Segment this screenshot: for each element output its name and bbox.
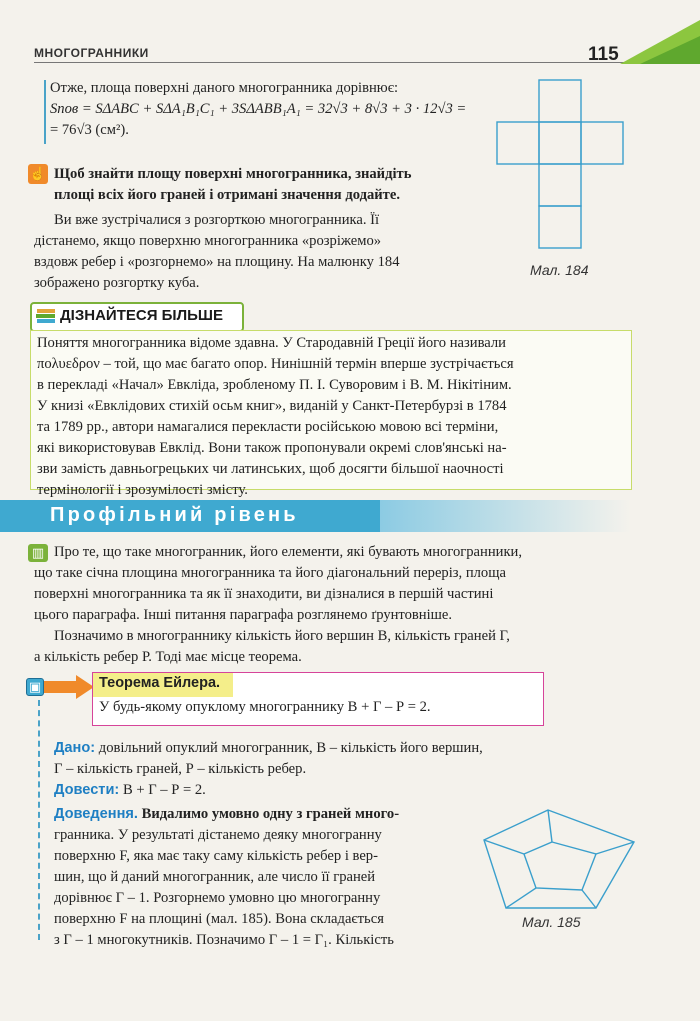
profile-level-bar	[0, 500, 380, 532]
formula-bar	[44, 80, 46, 144]
books-icon	[35, 306, 57, 326]
rule-text	[54, 164, 494, 206]
floppy-disk-icon: ▣	[26, 678, 44, 696]
open-book-icon: ▥	[28, 544, 48, 562]
profile-level-title: Профільний рівень	[50, 504, 299, 526]
profile-line: Про те, що таке многогранник, його елементи, які бувають многогранники,	[54, 544, 522, 560]
proof-line: гранника. У результаті дістанемо деяку многогранну	[54, 827, 382, 843]
learn-line: в перекладі «Начал» Евкліда, зробленому П. І. Суворовим і В. М. Нікітіним.	[37, 377, 512, 393]
learn-line: та 1789 рр., автори намагалися перекласти російською мовою всі терміни,	[37, 419, 499, 435]
given-line-1: Дано: довільний опуклий многогранник, В – кількість його вершин,	[54, 740, 483, 756]
arrow-right-icon	[44, 674, 94, 700]
proof-line: дорівнює Г – 1. Розгорнемо умовно цю многогранну	[54, 890, 381, 906]
learn-line: термінології і зрозумілості змісту.	[37, 482, 248, 498]
profile-paragraph	[34, 542, 630, 626]
theorem-box	[92, 672, 544, 726]
prove-block	[54, 780, 630, 801]
proof-line: поверхню F, яка має таку саму кількість ребер і вер-	[54, 848, 378, 864]
cube-net-figure	[495, 78, 625, 250]
learn-line: Поняття многогранника відоме здавна. У Стародавній Греції його називали	[37, 335, 506, 351]
figure-185-caption: Мал. 185	[522, 914, 581, 930]
learn-line: зви замість давньогрецьких чи латинських, щоб досягти більшої наочності	[37, 461, 504, 477]
learn-more-text	[37, 333, 625, 501]
theorem-title: Теорема Ейлера.	[99, 675, 221, 691]
theorem-statement: У будь-якому опуклому многограннику В + Г – Р = 2.	[99, 699, 431, 715]
profile-line: що таке січна площина многогранника та його діагональний переріз, площа	[34, 565, 506, 581]
intro-line: дістанемо, якщо поверхню многогранника «розріжемо»	[34, 233, 382, 249]
proof-line: шин, що й даний многогранник, але число її граней	[54, 869, 376, 885]
notation-paragraph	[34, 626, 630, 668]
header-rule	[34, 62, 624, 63]
page-number: 115	[588, 44, 619, 65]
learn-line: які використовував Евклід. Вони також пропонували окремі слов'янські на-	[37, 440, 507, 456]
proof-line: поверхню F на площині (мал. 185). Вона складається	[54, 911, 384, 927]
running-header: МНОГОГРАННИКИ	[34, 46, 149, 60]
profile-line: поверхні многогранника та як її знаходити, ви дізналися в першій частині	[34, 586, 494, 602]
learn-line: πολυεδρον – той, що має багато опор. Нинішній термін вперше зустрічається	[37, 356, 514, 372]
given-block	[54, 738, 630, 780]
proof-line-first: Доведення. Видалимо умовно одну з граней много-	[54, 806, 400, 822]
formula-line-2: Sпов = SΔABC + SΔA₁B₁C₁ + 3SΔABB₁A₁ = 32√3 + 8√3 + 3 · 12√3 =	[50, 101, 467, 117]
rule-line-2: площі всіх його граней і отримані значення додайте.	[54, 187, 400, 203]
figure-184-caption: Мал. 184	[530, 262, 589, 278]
proof-line: з Г – 1 многокутників. Позначимо Г – 1 = Г₁. Кількість	[54, 932, 394, 948]
learn-more-banner	[30, 302, 244, 332]
learn-more-title: ДІЗНАЙТЕСЯ БІЛЬШЕ	[60, 307, 223, 324]
intro-line: вздовж ребер і «розгорнемо» на площину. На малюнку 184	[34, 254, 400, 270]
proof-block	[54, 804, 468, 951]
intro-line: Ви вже зустрічалися з розгорткою многогранника. Її	[54, 212, 380, 228]
proof-dashed-line	[38, 700, 40, 940]
polyhedral-surface-figure	[478, 808, 650, 912]
profile-bar-fade	[380, 500, 630, 532]
profile-line: цього параграфа. Інші питання параграфа розглянемо ґрунтовніше.	[34, 607, 453, 623]
intro-line: зображено розгортку куба.	[34, 275, 200, 291]
learn-line: У книзі «Евклідових стихій осьм книг», виданій у Санкт-Петербурзі в 1784	[37, 398, 507, 414]
corner-decoration	[590, 0, 700, 64]
given-label: Дано:	[54, 740, 96, 756]
formula-line-3: = 76√3 (см²).	[50, 122, 129, 138]
rule-line-1: Щоб знайти площу поверхні многогранника, знайдіть	[54, 166, 412, 182]
intro-paragraph	[34, 210, 494, 294]
learn-more-box	[30, 330, 632, 498]
prove-label: Довести:	[54, 782, 120, 798]
formula-block	[50, 78, 490, 141]
given-line-2: Г – кількість граней, Р – кількість ребер.	[54, 761, 307, 777]
notation-line: Позначимо в многограннику кількість його вершин В, кількість граней Г,	[54, 628, 510, 644]
notation-line: а кількість ребер Р. Тоді має місце теорема.	[34, 649, 302, 665]
formula-line-1: Отже, площа поверхні даного многогранника дорівнює:	[50, 80, 399, 96]
proof-label: Доведення.	[54, 806, 138, 822]
hand-pointer-icon: ☝	[28, 164, 48, 184]
prove-text: В + Г – Р = 2.	[122, 782, 206, 798]
